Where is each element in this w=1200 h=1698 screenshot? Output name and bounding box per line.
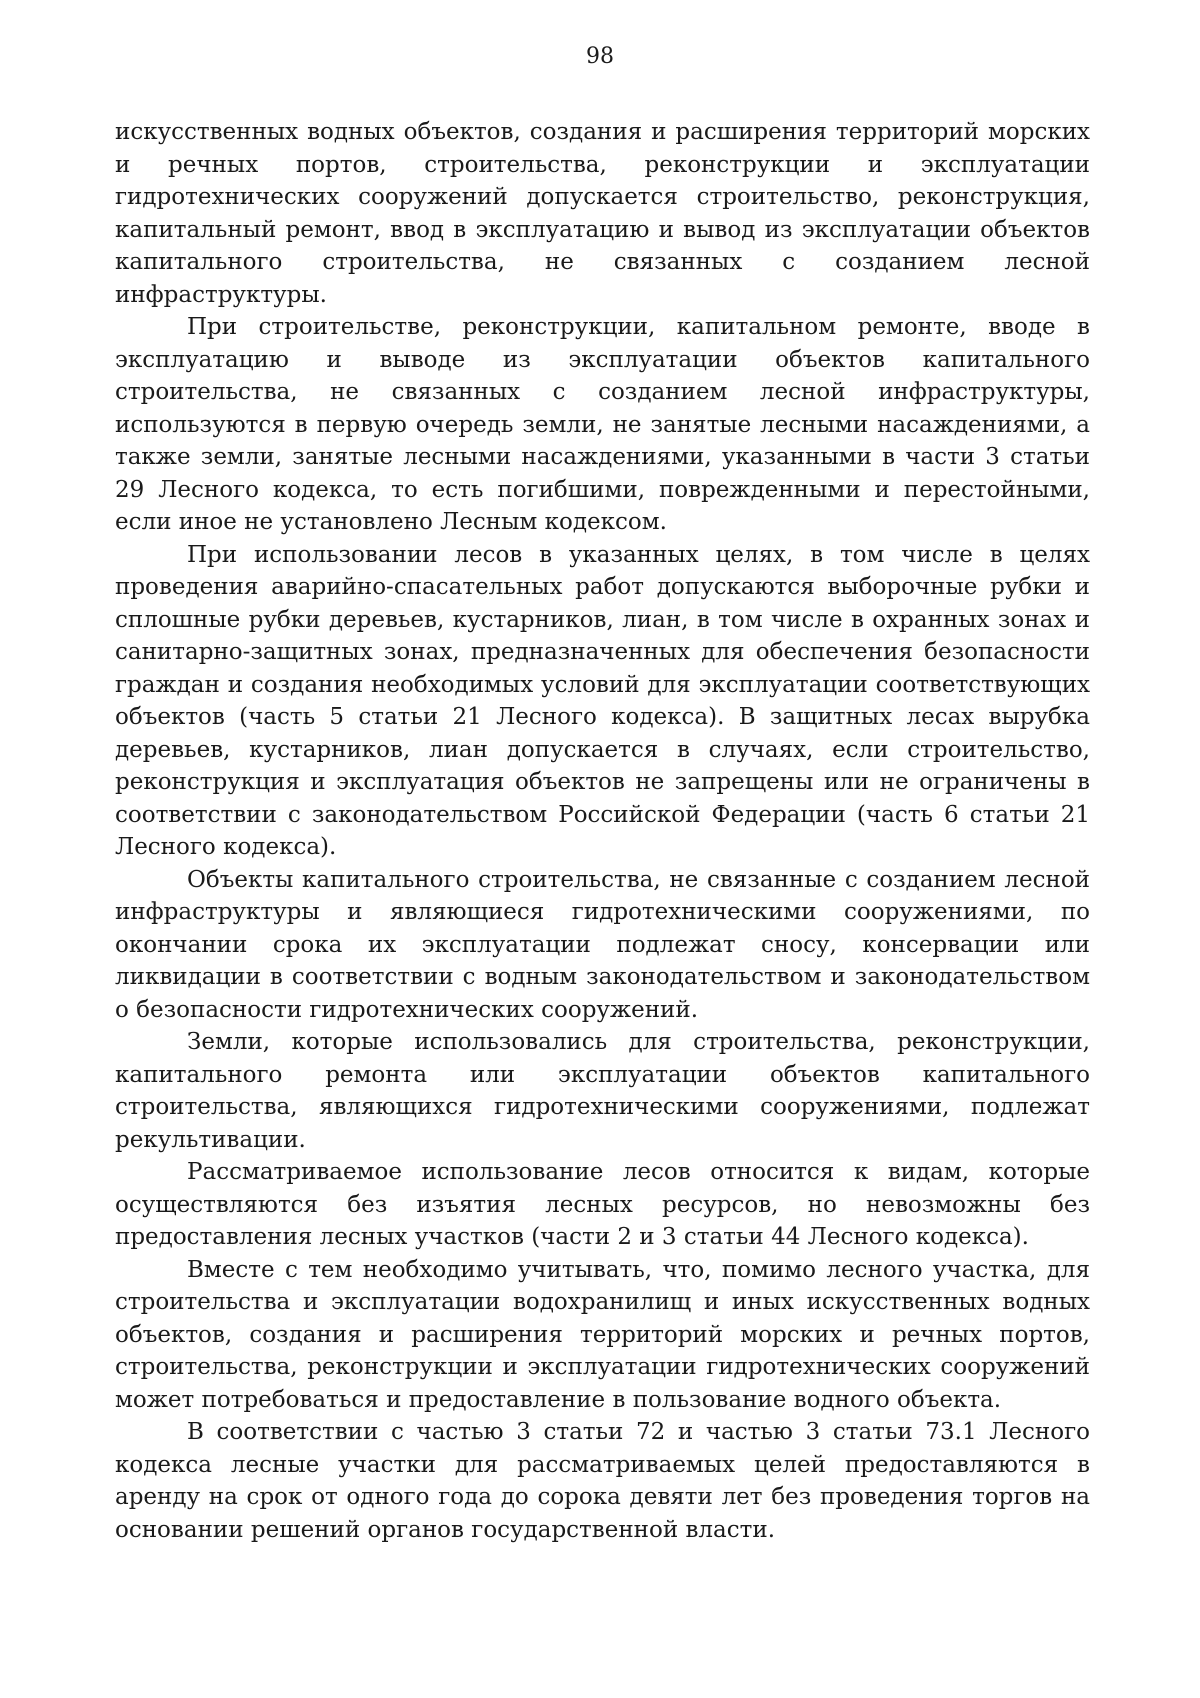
paragraph-continuation: искусственных водных объектов, создания и расширения территорий морских и речных портов, строительства, реконструкции и эксплуатации гидротехнических сооружений допускается строительство, реконструкция, капитальный ремонт, ввод в эксплуатацию и вывод из эксплуатации объектов капитального строительства, не связанных с созданием лесной инфраструктуры. [115,119,1090,308]
paragraph: При строительстве, реконструкции, капитальном ремонте, вводе в эксплуатацию и выводе из эксплуатации объектов капитального строительства, не связанных с созданием лесной инфраструктуры, используются в первую очередь земли, не занятые лесными насаждениями, а также земли, занятые лесными насаждениями, указанными в части 3 статьи 29 Лесного кодекса, то есть погибшими, поврежденными и перестойными, если иное не установлено Лесным кодексом. [115,314,1090,535]
paragraph: Земли, которые использовались для строительства, реконструкции, капитального ремонта или эксплуатации объектов капитального строительства, являющихся гидротехническими сооружениями, подлежат рекультивации. [115,1029,1090,1153]
paragraph: Объекты капитального строительства, не связанные с созданием лесной инфраструктуры и являющиеся гидротехническими сооружениями, по окончании срока их эксплуатации подлежат сносу, консервации или ликвидации в соответствии с водным законодательством и законодательством о безопасности гидротехнических сооружений. [115,866,1090,1023]
document-body [115,116,1090,1546]
paragraph: Рассматриваемое использование лесов относится к видам, которые осуществляются без изъятия лесных ресурсов, но невозможны без предоставления лесных участков (части 2 и 3 статьи 44 Лесного кодекса). [115,1159,1090,1250]
paragraph: В соответствии с частью 3 статьи 72 и частью 3 статьи 73.1 Лесного кодекса лесные участки для рассматриваемых целей предоставляются в аренду на срок от одного года до сорока девяти лет без проведения торгов на основании решений органов государственной власти. [115,1419,1090,1543]
paragraph: При использовании лесов в указанных целях, в том числе в целях проведения аварийно-спасательных работ допускаются выборочные рубки и сплошные рубки деревьев, кустарников, лиан, в том числе в охранных зонах и санитарно-защитных зонах, предназначенных для обеспечения безопасности граждан и создания необходимых условий для эксплуатации соответствующих объектов (часть 5 статьи 21 Лесного кодекса). В защитных лесах вырубка деревьев, кустарников, лиан допускается в случаях, если строительство, реконструкция и эксплуатация объектов не запрещены или не ограничены в соответствии с законодательством Российской Федерации (часть 6 статьи 21 Лесного кодекса). [115,541,1090,860]
paragraph: Вместе с тем необходимо учитывать, что, помимо лесного участка, для строительства и эксплуатации водохранилищ и иных искусственных водных объектов, создания и расширения территорий морских и речных портов, строительства, реконструкции и эксплуатации гидротехнических сооружений может потребоваться и предоставление в пользование водного объекта. [115,1256,1090,1413]
page-number: 98 [586,44,614,69]
